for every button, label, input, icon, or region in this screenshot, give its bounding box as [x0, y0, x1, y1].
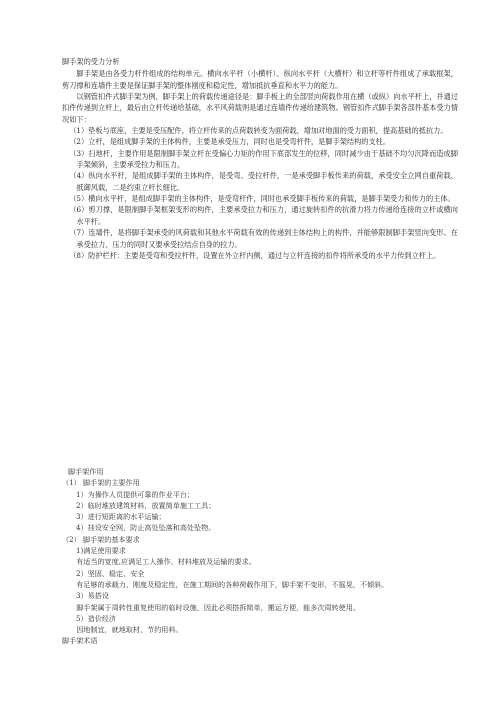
- list-item: （3）扫地杆，主要作用是限制脚手架立杆在受偏心力矩的作用下底部发生的位移，同时减少由于基础不均匀沉降而造成脚手架倾斜，主要承受拉力和压力。: [69, 148, 458, 170]
- text-line: 2）坚固、稳定、安全: [76, 568, 145, 578]
- text-line: （1） 脚手架的主要作用: [62, 478, 140, 488]
- list-item: （7）连墙件，是将脚手架承受的风荷载和其他水平荷载有效的传递到主体结构上的构件，并能够限制脚手架竖向变形。在承受拉力、压力的同时又要承受拉结点自身的拉力。: [69, 228, 458, 249]
- list-item: （8）防护栏杆：主要是受弯和受拉杆件，设置在外立杆内侧，通过与立杆连接的扣件将所承受的水平力传到立杆上。: [69, 250, 441, 260]
- text-line: 4）挂设安全网，防止高处坠落和高处坠物。: [76, 523, 216, 533]
- text-line: 5）造价经济: [76, 613, 116, 623]
- text-line: 3）进行短距离的水平运输；: [76, 512, 166, 522]
- text-line: （2） 脚手架的基本要求: [62, 534, 140, 544]
- section-force-analysis: [62, 56, 458, 261]
- text-line: 因地制宜，就地取材，节约用料。: [76, 625, 183, 635]
- section-heading: 脚手架作用: [68, 467, 104, 476]
- list-item: （1）垫板与底座，主要是受压配件，将立杆传来的点荷载转变为面荷载，增加对地面的受力面积，提高基础的抵抗力。: [69, 126, 448, 136]
- text-line: 1)满足使用要求: [76, 546, 126, 556]
- paragraph: 脚手架是由各受力杆件组成的结构单元。横向水平杆（小横杆）、纵向水平杆（大横杆）和立杆等杆件组成了承载框架，剪刀撑和连墙件主要是保证脚手架的整体刚度和稳定性，增加抵抗垂直和水平力的能力。: [62, 69, 458, 90]
- list-item: （4）纵向水平杆，是组成脚手架的主体构件，是受弯、受拉杆件，一是承受脚手板传来的荷载，承受安全立网自重荷载、抵御风载，二是约束立杆长细比。: [69, 171, 458, 192]
- text-line: 3）易搭设: [76, 591, 109, 601]
- list-item: （5）横向水平杆，是组成脚手架的主体构件，是受弯杆件，同时也承受脚手板传来的荷载，是脚手架受力和传力的主体。: [69, 194, 455, 204]
- paragraph: 以钢管扣件式脚手架为例，脚手架上的荷载传递途径是：脚手板上的全部竖向荷载作用在横（或纵）向水平杆上，并通过扣件传递到立杆上，最后由立杆传递给基础，水平风荷载则是通过连墙件传递给建筑物。钢管扣件式脚手架各部件基本受力情况如下：: [62, 92, 458, 124]
- text-line: 有适当的宽度,应满足工人操作、材料堆放及运输的要求。: [76, 557, 256, 567]
- section-title: 脚手架的受力分析: [62, 57, 120, 66]
- text-line: 有足够的承载力、刚度及稳定性，在施工期间的各种荷载作用下，脚手架不变形，不摇晃，不倾斜。: [76, 579, 389, 589]
- text-line: 脚手架术语: [62, 636, 98, 646]
- text-line: 1）为操作人员提供可靠的作业平台；: [76, 489, 195, 499]
- text-line: 脚手架属于周转性重复使用的临时设施，因此必须搭拆简单，搬运方便，能多次周转使用。: [76, 602, 360, 612]
- list-item: （6）剪刀撑，是限制脚手架框架变形的构件，主要承受拉力和压力，通过旋转扣件的抗滑力将力传递给连接的立杆或横向水平杆。: [69, 205, 458, 226]
- section-scaffold-function: [62, 466, 458, 647]
- component-list: [62, 125, 458, 261]
- list-item: （2）立杆，是组成脚手架的主体构件，主要是承受压力，同时也是受弯杆件，是脚手架结构的支柱。: [69, 137, 391, 147]
- text-line: 2）临时堆放建筑材料，放置简单施工工具；: [76, 500, 216, 510]
